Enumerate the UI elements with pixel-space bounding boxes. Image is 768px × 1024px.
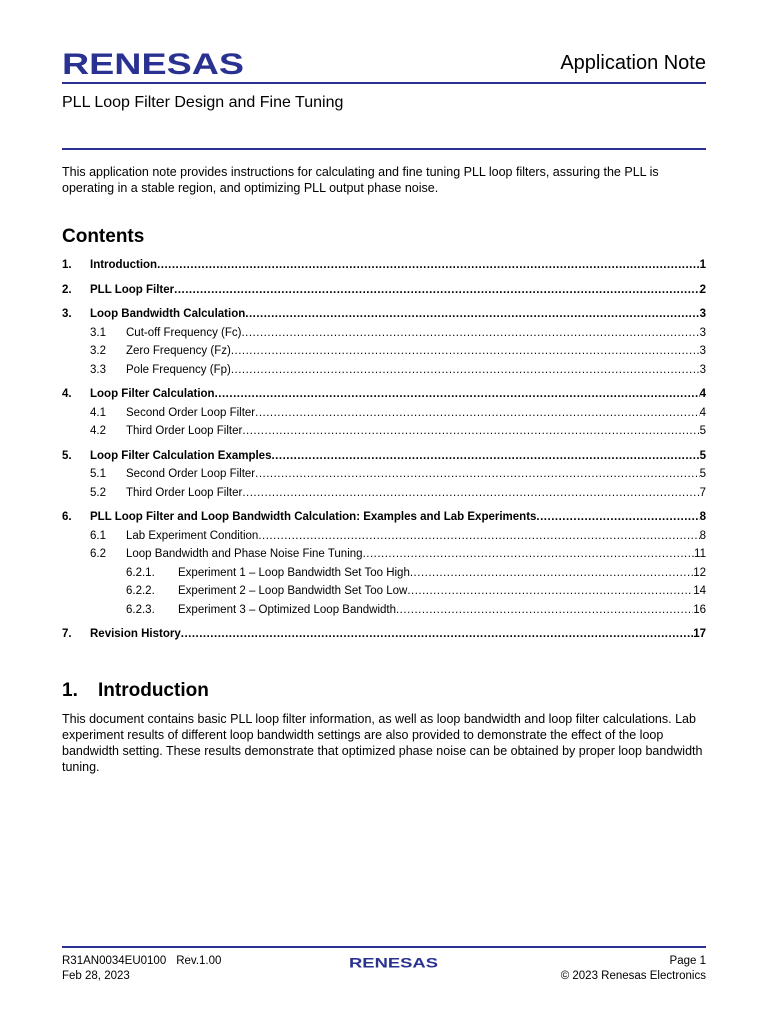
toc-entry[interactable] <box>62 625 706 644</box>
toc-entry-title: PLL Loop Filter and Loop Bandwidth Calculation: Examples and Lab Experiments <box>90 511 537 523</box>
toc-entry-number: 3.3 <box>90 363 106 376</box>
toc-entry-page: 11 <box>694 548 706 560</box>
page-number: Page 1 <box>669 955 706 967</box>
toc-entry[interactable] <box>62 527 706 546</box>
toc-entry-title: Loop Filter Calculation Examples <box>90 449 272 462</box>
toc-entry-number: 7. <box>62 628 72 640</box>
toc-leader-dots <box>231 342 700 361</box>
toc-leader-dots <box>241 324 699 343</box>
toc-entry-title: Loop Bandwidth and Phase Noise Fine Tuning <box>126 548 363 560</box>
toc-entry-number: 4.2 <box>90 425 106 437</box>
toc-entry-page: 3 <box>699 363 706 376</box>
toc-entry-page: 7 <box>699 486 706 499</box>
toc-entry-title: Zero Frequency (Fz) <box>126 345 231 357</box>
toc-entry-number: 4.1 <box>90 406 106 419</box>
toc-entry[interactable] <box>62 256 706 275</box>
contents-heading: Contents <box>62 226 145 247</box>
toc-entry[interactable] <box>62 601 706 620</box>
toc-entry-number: 1. <box>62 259 72 271</box>
toc-entry-page: 4 <box>699 406 706 419</box>
toc-entry[interactable] <box>62 324 706 343</box>
toc-entry-page: 3 <box>699 326 706 339</box>
toc-leader-dots <box>410 564 693 583</box>
toc-entry-number: 6.2.2. <box>126 585 155 597</box>
section-number: 1. <box>62 680 78 701</box>
toc-entry[interactable] <box>62 508 706 527</box>
footer-renesas-logo <box>349 955 439 969</box>
toc-entry-title: Experiment 3 – Optimized Loop Bandwidth <box>178 603 396 616</box>
document-title: PLL Loop Filter Design and Fine Tuning <box>62 94 344 111</box>
toc-entry-page: 8 <box>699 529 706 542</box>
toc-entry[interactable] <box>62 545 706 564</box>
toc-entry-page: 12 <box>693 566 706 579</box>
section-title: Introduction <box>98 680 209 701</box>
toc-entry-number: 3.1 <box>90 326 106 339</box>
toc-entry-number: 3. <box>62 308 72 320</box>
publish-date: Feb 28, 2023 <box>62 970 130 982</box>
toc-entry-page: 1 <box>699 259 706 271</box>
toc-leader-dots <box>363 545 694 564</box>
copyright: © 2023 Renesas Electronics <box>560 970 706 982</box>
svg-text:RENESAS: RENESAS <box>62 48 244 78</box>
toc-entry-title: Pole Frequency (Fp) <box>126 363 231 376</box>
toc-entry-page: 14 <box>693 585 706 597</box>
toc-entry-number: 6.1 <box>90 529 106 542</box>
toc-leader-dots <box>271 447 699 466</box>
renesas-logo <box>62 48 246 78</box>
toc-leader-dots <box>245 305 699 324</box>
toc-entry[interactable] <box>62 404 706 423</box>
toc-leader-dots <box>407 582 693 601</box>
table-of-contents <box>62 256 706 644</box>
toc-leader-dots <box>255 465 699 484</box>
footer-rule <box>62 946 706 948</box>
toc-entry[interactable] <box>62 342 706 361</box>
toc-entry[interactable] <box>62 385 706 404</box>
toc-entry-page: 17 <box>693 628 706 640</box>
toc-entry-title: Introduction <box>90 259 158 271</box>
document-type: Application Note <box>560 52 706 74</box>
toc-entry-title: Cut-off Frequency (Fc) <box>126 326 242 339</box>
toc-entry-page: 5 <box>699 468 706 480</box>
toc-leader-dots <box>396 601 693 620</box>
toc-entry[interactable] <box>62 484 706 503</box>
toc-leader-dots <box>242 484 699 503</box>
toc-entry[interactable] <box>62 281 706 300</box>
toc-entry-number: 3.2 <box>90 345 106 357</box>
toc-entry-page: 5 <box>699 425 706 437</box>
toc-leader-dots <box>181 625 693 644</box>
toc-entry[interactable] <box>62 465 706 484</box>
doc-number: R31AN0034EU0100 <box>62 955 167 967</box>
footer-doc-info <box>62 954 221 984</box>
toc-leader-dots <box>174 281 699 300</box>
toc-entry-number: 6.2.3. <box>126 603 155 616</box>
toc-entry-title: PLL Loop Filter <box>90 283 175 296</box>
toc-entry-title: Third Order Loop Filter <box>126 425 243 437</box>
toc-entry-title: Experiment 2 – Loop Bandwidth Set Too Low <box>178 585 408 597</box>
title-rule <box>62 148 706 150</box>
toc-entry-number: 6. <box>62 511 72 523</box>
toc-entry-title: Second Order Loop Filter <box>126 406 256 419</box>
toc-entry-title: Third Order Loop Filter <box>126 486 243 499</box>
toc-entry-page: 8 <box>699 511 706 523</box>
toc-entry-number: 5.2 <box>90 486 106 499</box>
toc-entry-page: 5 <box>699 449 706 462</box>
toc-entry-number: 6.2 <box>90 548 106 560</box>
toc-entry-title: Loop Filter Calculation <box>90 388 215 400</box>
toc-leader-dots <box>215 385 700 404</box>
toc-entry-page: 3 <box>699 308 706 320</box>
svg-text:RENESAS: RENESAS <box>349 955 438 969</box>
toc-entry-page: 16 <box>693 603 706 616</box>
toc-entry[interactable] <box>62 582 706 601</box>
toc-entry[interactable] <box>62 305 706 324</box>
toc-entry-number: 6.2.1. <box>126 566 155 579</box>
toc-entry-title: Lab Experiment Condition <box>126 529 259 542</box>
revision: Rev.1.00 <box>176 955 222 967</box>
toc-entry-title: Second Order Loop Filter <box>126 468 256 480</box>
toc-entry[interactable] <box>62 447 706 466</box>
toc-entry[interactable] <box>62 361 706 380</box>
toc-leader-dots <box>242 422 699 441</box>
section-heading <box>62 680 209 702</box>
toc-entry-title: Revision History <box>90 628 181 640</box>
abstract: This application note provides instructions for calculating and fine tuning PLL loop filters, assuring the PLL is operating in a stable region, and optimizing PLL output phase noise. <box>62 165 659 195</box>
toc-leader-dots <box>231 361 700 380</box>
toc-entry-number: 2. <box>62 283 72 296</box>
toc-entry-number: 5. <box>62 449 72 462</box>
toc-entry[interactable] <box>62 564 706 583</box>
toc-entry-number: 5.1 <box>90 468 106 480</box>
toc-entry-page: 4 <box>699 388 706 400</box>
footer-page-info <box>561 954 706 984</box>
toc-leader-dots <box>258 527 699 546</box>
toc-leader-dots <box>157 256 700 275</box>
toc-leader-dots <box>255 404 699 423</box>
toc-entry-title: Loop Bandwidth Calculation <box>90 308 246 320</box>
toc-entry-page: 2 <box>699 283 706 296</box>
toc-leader-dots <box>536 508 699 527</box>
toc-entry-number: 4. <box>62 388 72 400</box>
section-body: This document contains basic PLL loop filter information, as well as loop bandwidth and loop filter calculations. Lab experiment results of different loop bandwidth settings are also provided to demonstrate the effect of the loop bandwidth setting. These results demonstrate that optimized phase noise can be obtained by proper loop bandwidth tuning. <box>62 712 703 774</box>
header-rule <box>62 82 706 84</box>
toc-entry-page: 3 <box>699 345 706 357</box>
toc-entry[interactable] <box>62 422 706 441</box>
toc-entry-title: Experiment 1 – Loop Bandwidth Set Too High <box>178 566 410 579</box>
